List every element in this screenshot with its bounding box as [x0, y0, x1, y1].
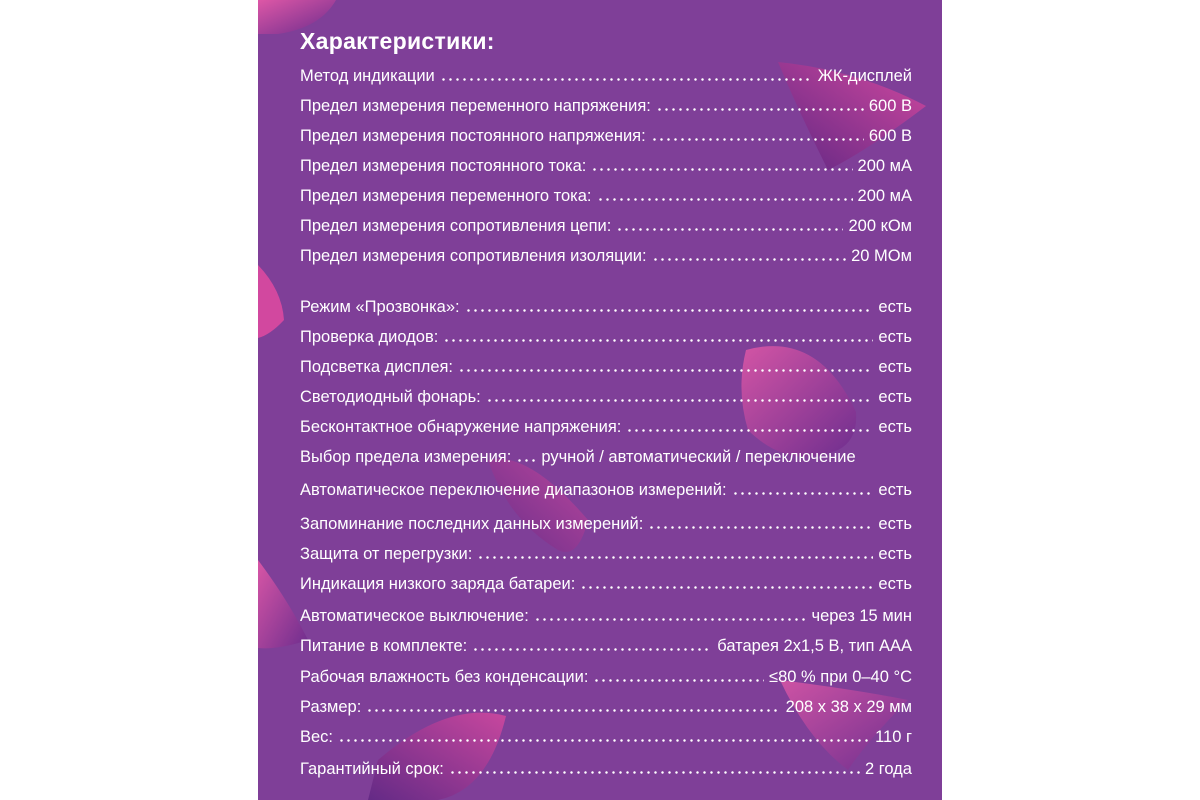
spec-value: 110 г — [875, 728, 912, 746]
spec-label: Бесконтактное обнаружение напряжения: — [300, 418, 622, 436]
spec-value: есть — [878, 515, 912, 533]
spec-row — [300, 215, 912, 237]
dot-leader — [449, 770, 860, 775]
spec-value: есть — [878, 328, 912, 346]
spec-label: Питание в комплекте: — [300, 637, 468, 655]
spec-row — [300, 125, 912, 147]
spec-label: Предел измерения постоянного напряжения: — [300, 127, 646, 145]
spec-value: 200 мА — [857, 187, 912, 205]
dot-leader — [591, 167, 852, 172]
spec-value: есть — [878, 418, 912, 436]
spec-label: Режим «Прозвонка»: — [300, 298, 460, 316]
spec-label: Гарантийный срок: — [300, 760, 444, 778]
spec-label: Выбор предела измерения: — [300, 448, 512, 466]
spec-label: Предел измерения постоянного тока: — [300, 157, 587, 175]
spec-label: Защита от перегрузки: — [300, 545, 473, 563]
spec-value: 200 кОм — [848, 217, 912, 235]
spec-value: 20 МОм — [851, 247, 912, 265]
spec-value: 600 В — [868, 127, 912, 145]
spec-value: ≤80 % при 0–40 °С — [769, 668, 912, 686]
spec-row — [300, 155, 912, 177]
spec-value: есть — [878, 298, 912, 316]
dot-leader — [440, 77, 813, 82]
decor-shape-bottom-right — [780, 680, 908, 770]
dot-leader — [732, 491, 874, 496]
spec-label: Проверка диодов: — [300, 328, 439, 346]
spec-label: Индикация низкого заряда батареи: — [300, 575, 576, 593]
decor-shape-left-mid — [258, 265, 284, 338]
spec-label: Автоматическое переключение диапазонов измерений: — [300, 481, 727, 499]
dot-leader — [648, 525, 873, 530]
spec-value: батарея 2х1,5 В, тип ААА — [717, 637, 912, 655]
spec-value: 208 х 38 х 29 мм — [785, 698, 912, 716]
spec-row — [300, 635, 912, 657]
spec-row — [300, 416, 912, 438]
spec-value: есть — [878, 388, 912, 406]
spec-row — [300, 513, 912, 535]
spec-label: Предел измерения переменного напряжения: — [300, 97, 651, 115]
dot-leader — [593, 678, 764, 683]
spec-value: 2 года — [864, 760, 912, 778]
dot-leader — [486, 398, 874, 403]
dot-leader — [652, 257, 847, 262]
dot-leader — [465, 308, 874, 313]
spec-label: Автоматическое выключение: — [300, 607, 529, 625]
spec-label: Предел измерения переменного тока: — [300, 187, 592, 205]
spec-row — [300, 696, 912, 718]
dot-leader — [366, 708, 780, 713]
dot-leader — [626, 428, 873, 433]
spec-row — [300, 296, 912, 318]
spec-row — [300, 386, 912, 408]
spec-label: Запоминание последних данных измерений: — [300, 515, 644, 533]
spec-row — [300, 245, 912, 267]
spec-row — [300, 446, 912, 468]
spec-row — [300, 326, 912, 348]
spec-value: 600 В — [868, 97, 912, 115]
spec-label: Метод индикации — [300, 67, 435, 85]
spec-value: через 15 мин — [811, 607, 912, 625]
spec-value: есть — [878, 545, 912, 563]
section-title: Характеристики: — [300, 28, 495, 54]
dot-leader — [477, 555, 873, 560]
spec-value: есть — [878, 481, 912, 499]
spec-row — [300, 726, 912, 748]
spec-row — [300, 479, 912, 501]
dot-leader — [616, 227, 843, 232]
spec-value: есть — [878, 575, 912, 593]
spec-label: Вес: — [300, 728, 334, 746]
dot-leader — [656, 107, 864, 112]
spec-row — [300, 95, 912, 117]
spec-label: Рабочая влажность без конденсации: — [300, 668, 589, 686]
dot-leader — [458, 368, 873, 373]
spec-row — [300, 356, 912, 378]
dot-leader — [443, 338, 873, 343]
dot-leader — [651, 137, 864, 142]
dot-leader — [534, 617, 807, 622]
spec-row — [300, 65, 912, 87]
dot-leader — [472, 647, 712, 652]
spec-row — [300, 543, 912, 565]
spec-row — [300, 758, 912, 780]
decor-shape-center — [488, 459, 588, 552]
spec-row — [300, 605, 912, 627]
spec-row — [300, 185, 912, 207]
dot-leader — [597, 197, 853, 202]
spec-row — [300, 666, 912, 688]
dot-leader — [580, 585, 873, 590]
spec-panel — [258, 0, 942, 800]
spec-value: 200 мА — [857, 157, 912, 175]
spec-value: ручной / автоматический / переключение — [541, 448, 856, 466]
spec-label: Предел измерения сопротивления изоляции: — [300, 247, 647, 265]
spec-value: есть — [878, 358, 912, 376]
spec-row — [300, 573, 912, 595]
spec-value: ЖК-дисплей — [817, 67, 912, 85]
dot-leader — [338, 738, 870, 743]
spec-label: Светодиодный фонарь: — [300, 388, 481, 406]
spec-label: Размер: — [300, 698, 362, 716]
spec-label: Предел измерения сопротивления цепи: — [300, 217, 612, 235]
spec-label: Подсветка дисплея: — [300, 358, 454, 376]
dot-leader — [516, 458, 536, 463]
